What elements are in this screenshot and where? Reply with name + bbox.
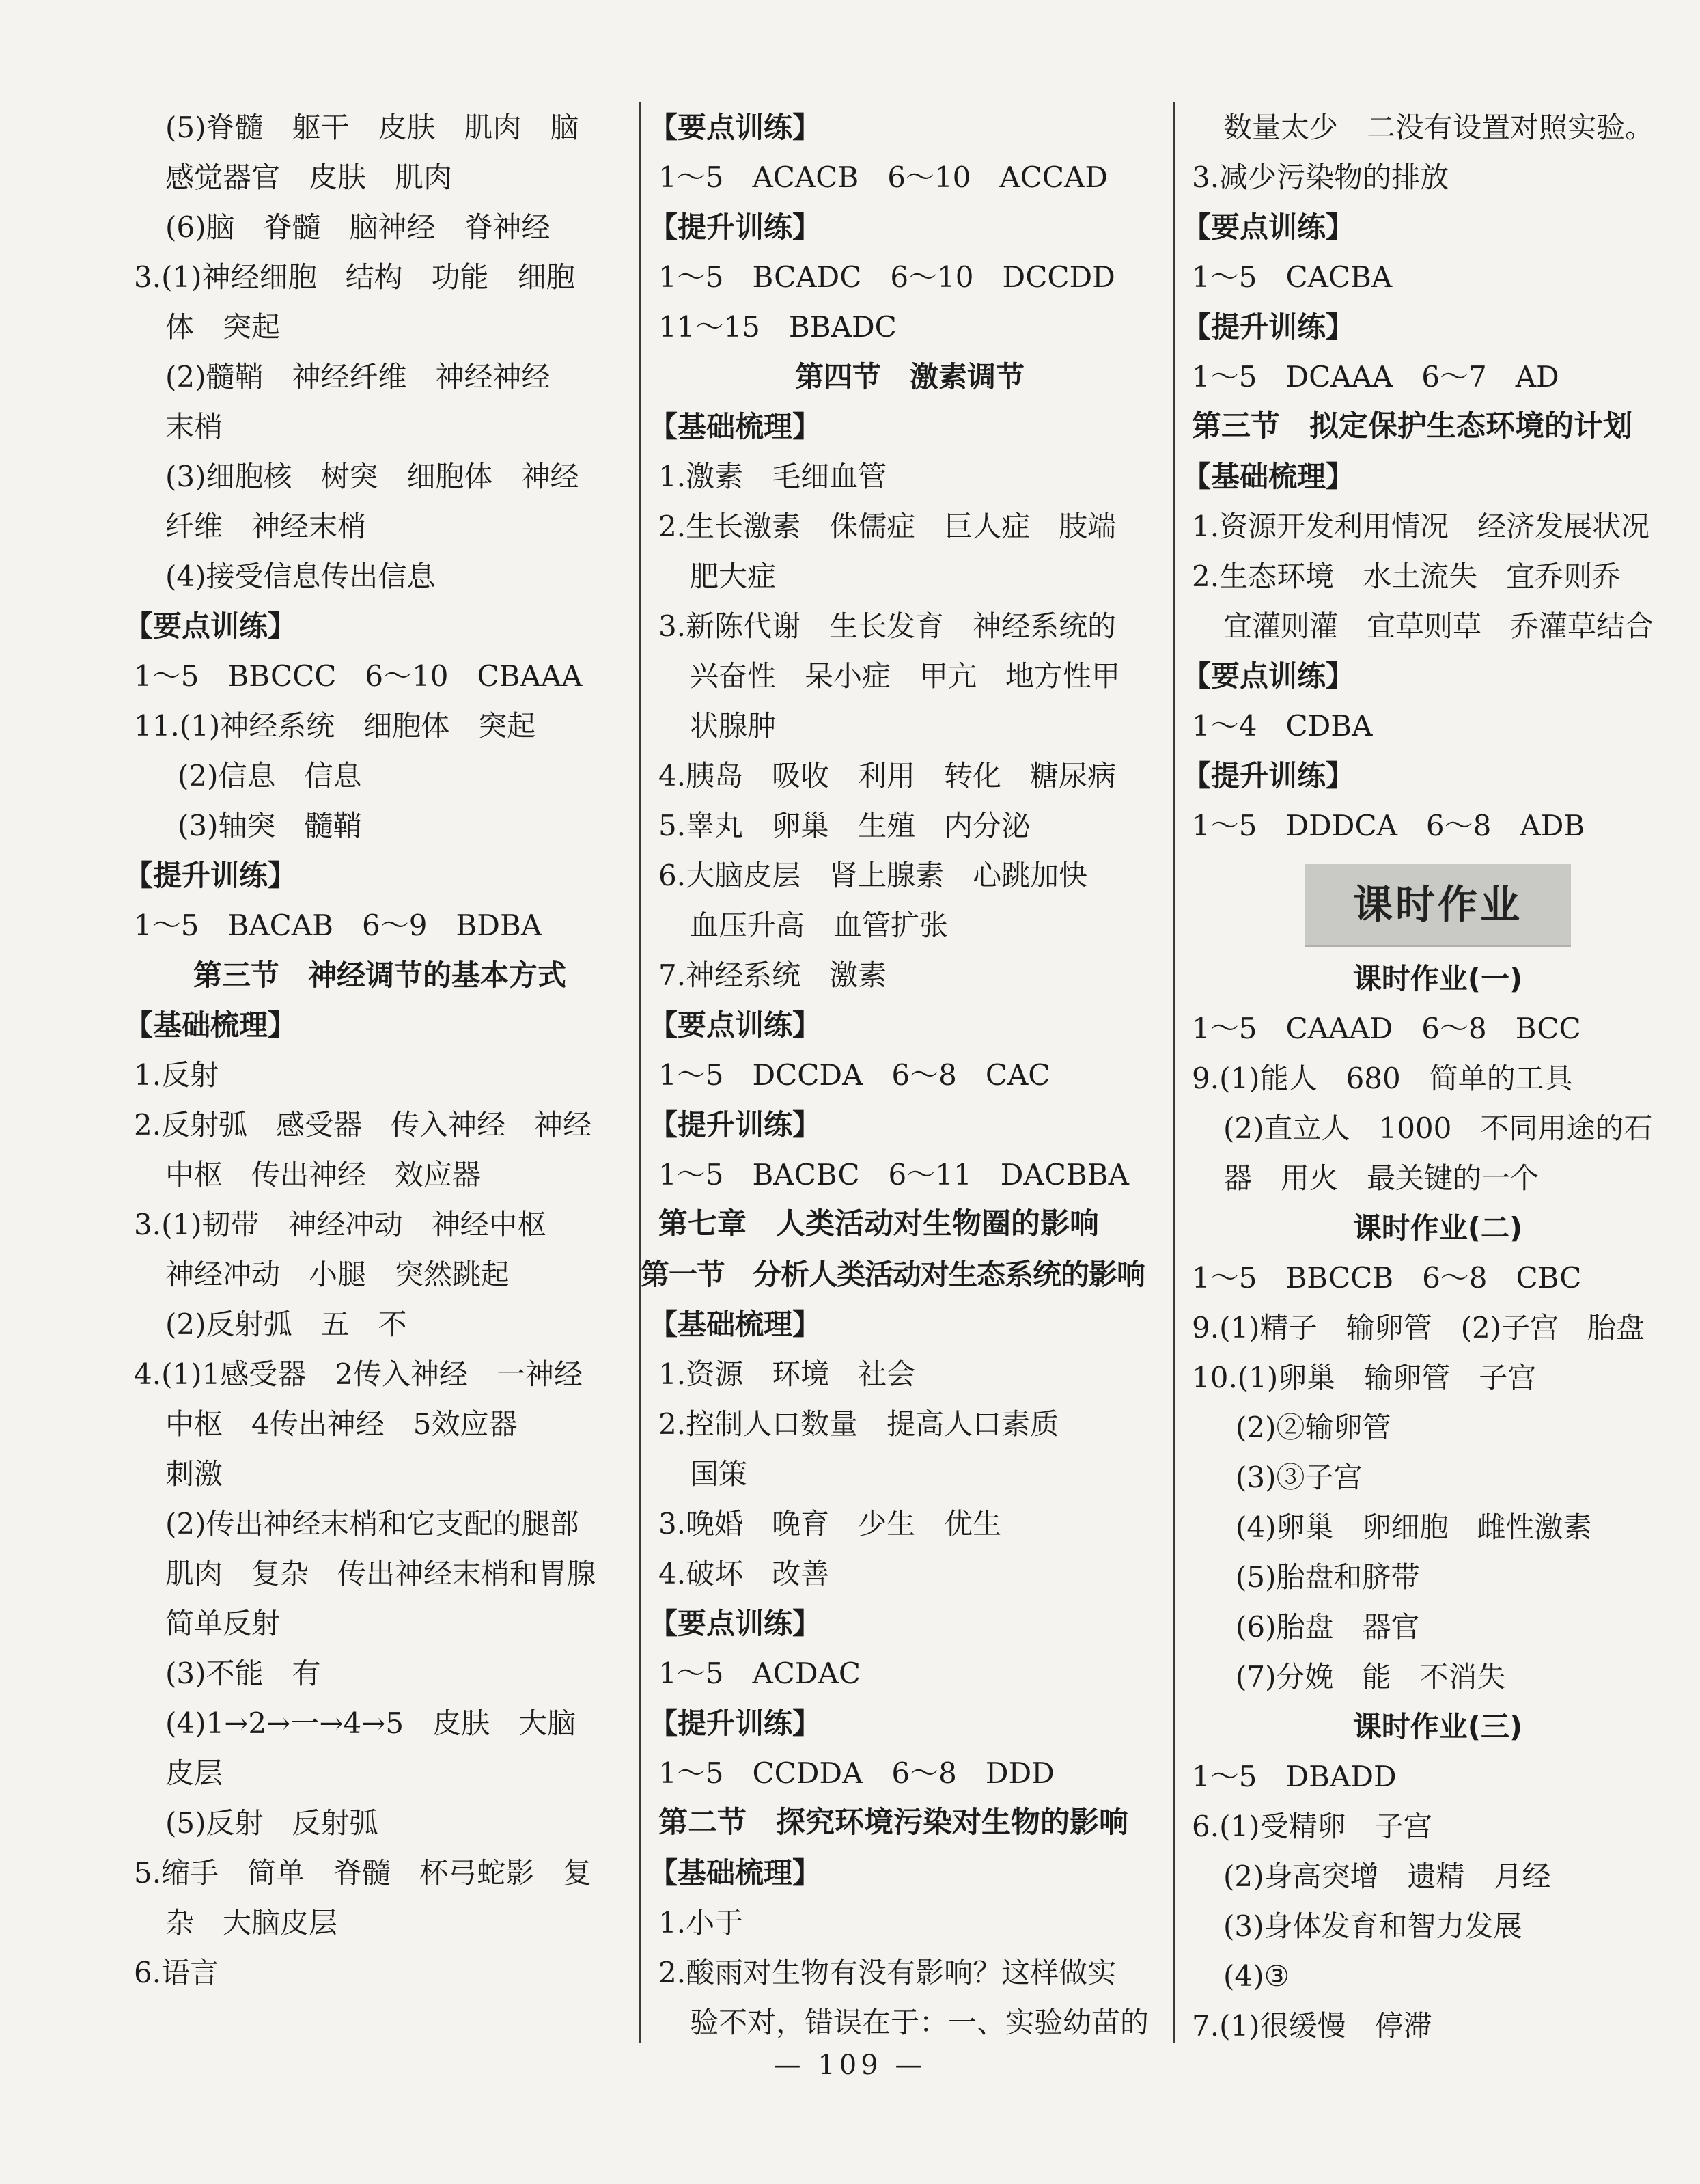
column-divider [1173,102,1175,2043]
answer-line: (2)身高突增 遗精 月经 [1223,1860,1551,1893]
answer-line: 1～5 DDDCA 6～8 ADB [1192,809,1585,842]
answer-line: (3)细胞核 树突 细胞体 神经 [165,460,579,493]
answer-line: 2.生态环境 水土流失 宜乔则乔 [1192,559,1621,593]
subsection-heading: 【基础梳理】 [124,1008,297,1042]
column-left [124,102,626,1998]
answer-line: (4)③ [1223,1959,1290,1993]
answer-line: 7.(1)很缓慢 停滞 [1192,2009,1432,2043]
subsection-heading: 【要点训练】 [649,111,822,144]
answer-line: 1.小于 [658,1906,744,1939]
answer-line: 4.胰岛 吸收 利用 转化 糖尿病 [658,759,1117,792]
answer-line: (3)身体发育和智力发展 [1223,1909,1522,1943]
answer-line: (6)脑 脊髓 脑神经 脊神经 [165,210,551,244]
answer-line: 数量太少 二没有设置对照实验。 [1223,111,1654,144]
answer-line: 5.睾丸 卵巢 生殖 内分泌 [658,809,1031,842]
subsection-heading: 【基础梳理】 [649,410,822,443]
answer-line: (5)脊髓 躯干 皮肤 肌肉 脑 [165,111,579,144]
answer-line: 6.大脑皮层 肾上腺素 心跳加快 [658,859,1088,892]
answer-line: 体 突起 [165,310,281,344]
answer-line: 11.(1)神经系统 细胞体 突起 [134,709,536,743]
chapter-title: 第二节 探究环境污染对生物的影响 [658,1806,1128,1840]
answer-line: 神经冲动 小腿 突然跳起 [165,1258,510,1291]
answer-line: (3)不能 有 [165,1657,321,1690]
answer-line: 1～5 CACBA [1192,260,1393,294]
answer-line: (6)胎盘 器官 [1236,1610,1420,1644]
answer-line: 6.(1)受精卵 子宫 [1192,1810,1432,1843]
answer-line: 1.资源开发利用情况 经济发展状况 [1192,510,1650,543]
answer-line: 1～5 BBCCB 6～8 CBC [1192,1261,1582,1295]
answer-line: 1～5 CCDDA 6～8 DDD [658,1756,1055,1790]
answer-line: 3.晚婚 晚育 少生 优生 [658,1507,1002,1540]
section-title: 课时作业(三) [1352,1710,1523,1743]
answer-line: 2.反射弧 感受器 传入神经 神经 [134,1108,592,1142]
subsection-heading: 【提升训练】 [649,210,822,244]
subsection-heading: 【提升训练】 [1182,310,1355,344]
subsection-heading: 【提升训练】 [1182,759,1355,792]
answer-line: 1～5 DCAAA 6～7 AD [1192,360,1559,393]
answer-line: 2.生长激素 侏儒症 巨人症 肢端 [658,510,1117,543]
answer-line: 1.反射 [134,1058,219,1092]
column-divider [639,102,641,2043]
answer-line: 1～5 ACACB 6～10 ACCAD [658,161,1109,194]
answer-line: 7.神经系统 激素 [658,958,887,992]
answer-line: 纤维 神经末梢 [165,510,367,543]
subsection-heading: 【提升训练】 [649,1108,822,1142]
answer-line: (4)1→2→一→4→5 皮肤 大脑 [165,1706,576,1740]
answer-line: 3.新陈代谢 生长发育 神经系统的 [658,609,1117,643]
subsection-heading: 【要点训练】 [1182,659,1355,693]
answer-line: 1～5 BACBC 6～11 DACBBA [658,1158,1129,1191]
answer-line: 国策 [690,1457,748,1491]
answer-line: 兴奋性 呆小症 甲亢 地方性甲 [690,659,1121,693]
answer-line: 肥大症 [690,559,777,593]
answer-line: 杂 大脑皮层 [165,1906,338,1939]
answer-line: 中枢 4传出神经 5效应器 [165,1407,518,1441]
answer-line: (4)接受信息传出信息 [165,559,436,593]
answer-line: 11～15 BBADC [658,310,897,344]
column-right [1182,102,1684,2051]
answer-line: 5.缩手 简单 脊髓 杯弓蛇影 复 [134,1856,592,1890]
answer-line: 简单反射 [165,1607,281,1640]
answer-line: 3.(1)神经细胞 结构 功能 细胞 [134,260,575,294]
answer-line: (7)分娩 能 不消失 [1236,1660,1506,1694]
answer-line: (5)胎盘和脐带 [1236,1560,1420,1594]
answer-line: (4)卵巢 卵细胞 雌性激素 [1236,1510,1592,1544]
answer-line: (2)髓鞘 神经纤维 神经神经 [165,360,551,393]
answer-line: 1.激素 毛细血管 [658,460,887,493]
answer-line: 4.破坏 改善 [658,1557,830,1590]
chapter-title: 第三节 拟定保护生态环境的计划 [1192,409,1632,443]
answer-line: 1.资源 环境 社会 [658,1357,916,1391]
answer-line: 3.减少污染物的排放 [1192,161,1449,194]
page-number: — 109 — [773,2049,927,2081]
answer-line: 4.(1)1感受器 2传入神经 一神经 [134,1357,583,1391]
answer-line: 器 用火 最关键的一个 [1223,1161,1539,1195]
subsection-heading: 【基础梳理】 [649,1308,822,1341]
section-title: 第一节 分析人类活动对生态系统的影响 [640,1258,1145,1291]
answer-line: 1～5 BACAB 6～9 BDBA [134,909,542,942]
subsection-heading: 【基础梳理】 [649,1856,822,1890]
answer-line: 刺激 [165,1457,223,1491]
answer-line: 6.语言 [134,1956,219,1989]
answer-line: 1～5 CAAAD 6～8 BCC [1192,1012,1581,1045]
column-middle [640,102,1161,2047]
subsection-heading: 【要点训练】 [649,1008,822,1042]
answer-line: 1～5 DBADD [1192,1760,1397,1793]
answer-line: 验不对，错误在于：一、实验幼苗的 [690,2006,1149,2039]
subsection-heading: 【基础梳理】 [1182,460,1355,493]
answer-line: 2.酸雨对生物有没有影响？这样做实 [658,1956,1117,1989]
section-title: 第四节 激素调节 [794,360,1025,393]
answer-line: 1～5 BBCCC 6～10 CBAAA [134,659,583,693]
answer-line: 1～5 BCADC 6～10 DCCDD [658,260,1115,294]
subsection-heading: 【要点训练】 [1182,210,1355,244]
subsection-heading: 【提升训练】 [649,1706,822,1740]
chapter-title: 第七章 人类活动对生物圈的影响 [658,1207,1099,1241]
answer-line: (2)②输卵管 [1236,1411,1391,1444]
answer-line: 9.(1)精子 输卵管 (2)子宫 胎盘 [1192,1311,1645,1344]
section-banner: 课时作业 [1305,864,1571,947]
answer-line: (2)反射弧 五 不 [165,1308,407,1341]
answer-line: (2)直立人 1000 不同用途的石 [1223,1111,1653,1145]
answer-line: (5)反射 反射弧 [165,1806,378,1840]
answer-line: (2)信息 信息 [178,759,362,792]
answer-line: 皮层 [165,1756,223,1790]
answer-line: 血压升高 血管扩张 [690,909,949,942]
answer-line: 末梢 [165,410,223,443]
answer-line: 3.(1)韧带 神经冲动 神经中枢 [134,1208,546,1241]
section-title: 第三节 神经调节的基本方式 [193,958,566,992]
answer-line: (2)传出神经末梢和它支配的腿部 [165,1507,579,1540]
section-title: 课时作业(二) [1352,1211,1523,1245]
answer-line: 2.控制人口数量 提高人口素质 [658,1407,1059,1441]
answer-line: 感觉器官 皮肤 肌肉 [165,161,453,194]
answer-line: (3)轴突 髓鞘 [178,809,362,842]
answer-line: 肌肉 复杂 传出神经末梢和胃腺 [165,1557,596,1590]
subsection-heading: 【要点训练】 [124,609,297,643]
answer-line: 1～5 DCCDA 6～8 CAC [658,1058,1050,1092]
answer-line: 9.(1)能人 680 简单的工具 [1192,1062,1573,1095]
answer-line: 1～5 ACDAC [658,1657,861,1690]
section-title: 课时作业(一) [1352,962,1523,995]
answer-line: 状腺肿 [690,709,777,743]
answer-line: 宜灌则灌 宜草则草 乔灌草结合 [1223,609,1654,643]
answer-line: (3)③子宫 [1236,1461,1363,1494]
answer-line: 10.(1)卵巢 输卵管 子宫 [1192,1361,1537,1394]
answer-line: 中枢 传出神经 效应器 [165,1158,482,1191]
answer-line: 1～4 CDBA [1192,709,1373,743]
subsection-heading: 【提升训练】 [124,859,297,892]
subsection-heading: 【要点训练】 [649,1607,822,1640]
